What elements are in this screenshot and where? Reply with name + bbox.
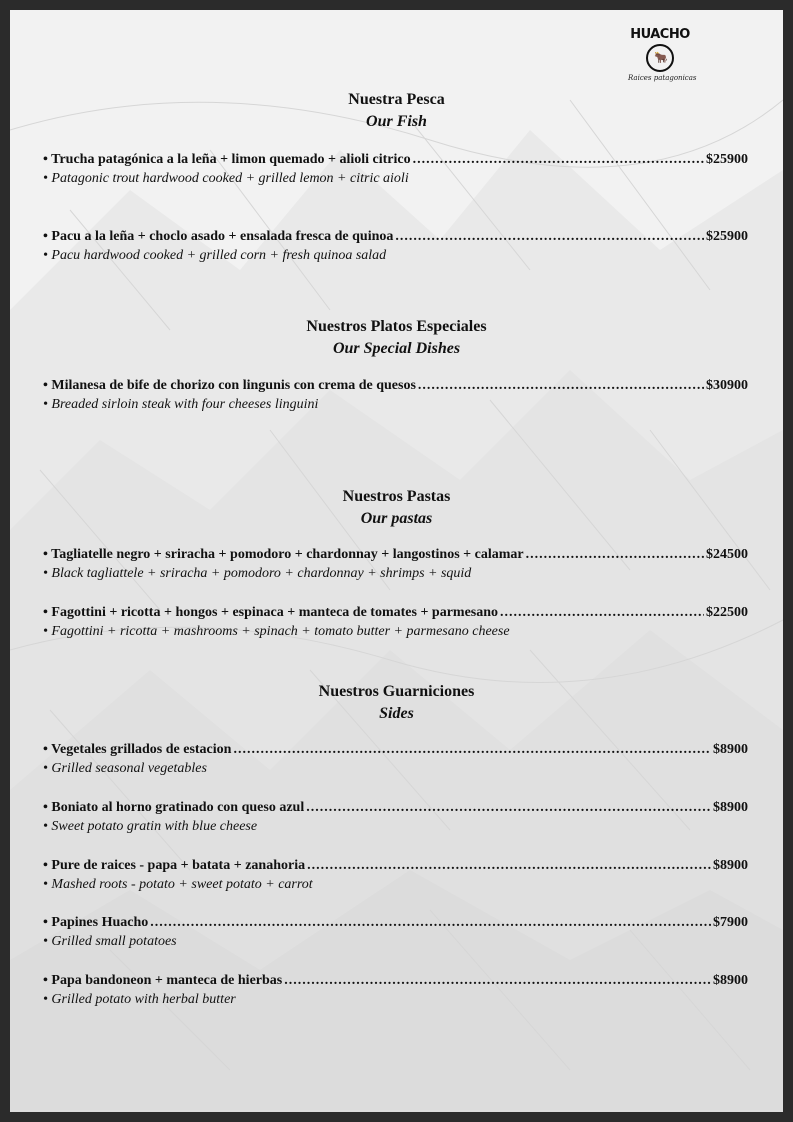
item-description: • Patagonic trout hardwood cooked + grilled lemon + citric aioli (43, 171, 409, 186)
section-subtitle: Our Special Dishes (332, 340, 461, 357)
section-subtitle: Our pastas (360, 510, 433, 527)
item-price: $25900 (706, 152, 748, 167)
section-title: Nuestra Pesca (348, 91, 445, 108)
section-subtitle: Our Fish (366, 113, 427, 130)
item-description: • Grilled seasonal vegetables (43, 761, 207, 776)
item-description: • Black tagliattele + sriracha + pomodoro + chardonnay + shrimps + squid (43, 566, 472, 581)
item-description: • Grilled potato with herbal butter (43, 992, 236, 1007)
item-name: • Papines Huacho (43, 915, 149, 930)
leader-dots (150, 914, 711, 932)
menu-item (43, 857, 748, 895)
item-price: $25900 (706, 229, 748, 244)
leader-dots (284, 972, 711, 990)
section-heading-sides (10, 681, 783, 725)
section-title: Nuestros Pastas (342, 488, 451, 505)
leader-dots (418, 377, 704, 395)
leader-dots (306, 799, 711, 817)
item-description: • Grilled small potatoes (43, 934, 177, 949)
item-description: • Sweet potato gratin with blue cheese (43, 819, 258, 834)
item-price: $8900 (713, 742, 748, 757)
menu-item (43, 377, 748, 415)
menu-item (43, 914, 748, 952)
leader-dots (500, 604, 704, 622)
leader-dots (413, 151, 704, 169)
menu-item (43, 741, 748, 779)
leader-dots (307, 857, 711, 875)
item-price: $22500 (706, 605, 748, 620)
item-price: $8900 (713, 973, 748, 988)
item-name: • Boniato al horno gratinado con queso azul (43, 800, 305, 815)
menu-item (43, 799, 748, 837)
item-price: $8900 (713, 800, 748, 815)
item-price: $7900 (713, 915, 748, 930)
item-name: • Milanesa de bife de chorizo con lingunis con crema de quesos (43, 378, 416, 393)
item-name: • Vegetales grillados de estacion (43, 742, 232, 757)
item-name: • Fagottini + ricotta + hongos + espinaca + manteca de tomates + parmesano (43, 605, 499, 620)
section-title: Nuestros Guarniciones (318, 683, 475, 700)
item-name: • Pure de raices - papa + batata + zanahoria (43, 858, 306, 873)
menu-item (43, 972, 748, 1010)
section-subtitle: Sides (379, 705, 414, 722)
item-price: $30900 (706, 378, 748, 393)
menu-page (10, 10, 783, 1112)
menu-item (43, 546, 748, 584)
item-description: • Fagottini + ricotta + mashrooms + spinach + tomato butter + parmesano cheese (43, 624, 510, 639)
menu-item (43, 228, 748, 266)
item-name: • Pacu a la leña + choclo asado + ensalada fresca de quinoa (43, 229, 394, 244)
brand-name: HUACHO (630, 27, 690, 42)
brand-logo (628, 27, 697, 96)
section-heading-special (10, 316, 783, 360)
leader-dots (395, 228, 704, 246)
item-description: • Pacu hardwood cooked + grilled corn + fresh quinoa salad (43, 248, 387, 263)
item-name: • Tagliatelle negro + sriracha + pomodoro + chardonnay + langostinos + calamar (43, 547, 524, 562)
item-price: $24500 (706, 547, 748, 562)
menu-item (43, 151, 748, 189)
item-name: • Papa bandoneon + manteca de hierbas (43, 973, 283, 988)
item-price: $8900 (713, 858, 748, 873)
item-name: • Trucha patagónica a la leña + limon quemado + alioli citrico (43, 152, 411, 167)
brand-tagline: Raices patagonicas (628, 74, 697, 82)
section-heading-fish (10, 89, 783, 133)
item-description: • Breaded sirloin steak with four cheeses linguini (43, 397, 319, 412)
leader-dots (233, 741, 711, 759)
section-title: Nuestros Platos Especiales (306, 318, 487, 335)
leader-dots (526, 546, 704, 564)
bull-icon: 🐂 (646, 44, 674, 72)
item-description: • Mashed roots - potato + sweet potato + carrot (43, 877, 313, 892)
section-heading-pastas (10, 486, 783, 530)
menu-item (43, 604, 748, 642)
